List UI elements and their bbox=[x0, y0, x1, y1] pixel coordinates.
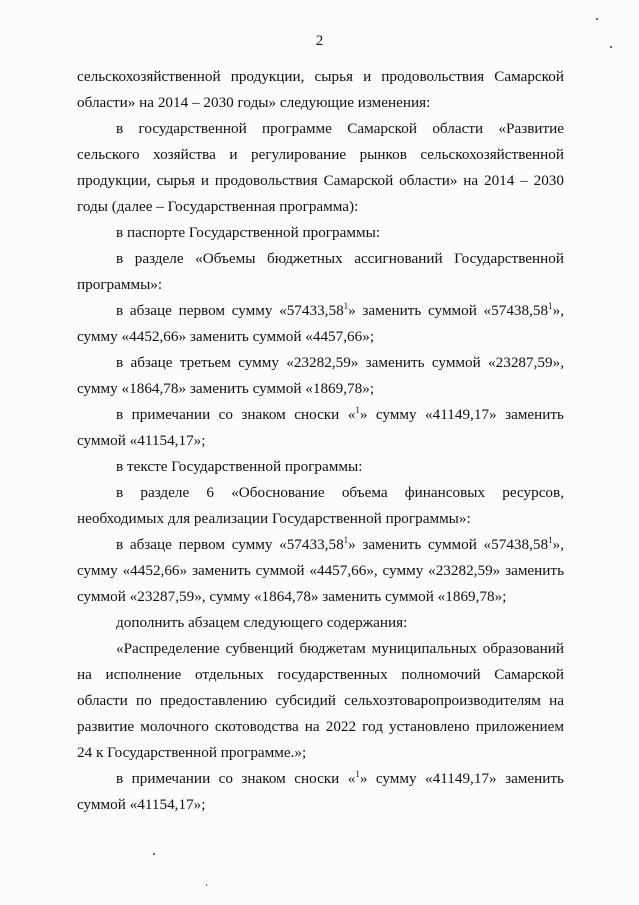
paragraph: сельскохозяйственной продукции, сырья и продовольствия Самарской области» на 2014 – 2030 годы» следующие изменения: bbox=[77, 68, 564, 111]
paragraph: в абзаце первом сумму «57433,58$^1$» заменить суммой «57438,58$^1$», сумму «4452,66» заменить суммой «4457,66»; bbox=[77, 301, 564, 345]
paragraph: дополнить абзацем следующего содержания: bbox=[116, 614, 408, 631]
paragraph: «Распределение субвенций бюджетам муниципальных образований на исполнение отдельных государственных полномочий Самарской области по предоставлению субсидий сельхозтоваропроизводителям на развитие молочного скотоводства на 2022 год установлено приложением 24 к Государственной программе.»; bbox=[77, 640, 564, 761]
scan-speck bbox=[153, 853, 155, 855]
paragraph: в разделе «Объемы бюджетных ассигнований Государственной программы»: bbox=[77, 250, 564, 293]
paragraph: в разделе 6 «Обоснование объема финансовых ресурсов, необходимых для реализации Государственной программы»: bbox=[77, 484, 564, 527]
scan-speck bbox=[596, 18, 598, 20]
paragraph: в примечании со знаком сноски «$^1$» сумму «41149,17» заменить суммой «41154,17»; bbox=[77, 405, 564, 449]
page-number: 2 bbox=[315, 33, 324, 49]
document-body bbox=[77, 64, 564, 818]
paragraph: в примечании со знаком сноски «$^1$» сумму «41149,17» заменить суммой «41154,17»; bbox=[77, 769, 564, 813]
paragraph: в абзаце первом сумму «57433,58$^1$» заменить суммой «57438,58$^1$», сумму «4452,66» заменить суммой «4457,66», сумму «23282,59» заменить суммой «23287,59», сумму «1864,78» заменить суммой «1869,78»; bbox=[77, 535, 564, 605]
paragraph: в абзаце третьем сумму «23282,59» заменить суммой «23287,59», сумму «1864,78» заменить суммой «1869,78»; bbox=[77, 354, 564, 397]
paragraph: в тексте Государственной программы: bbox=[116, 458, 363, 475]
paragraph: в государственной программе Самарской области «Развитие сельского хозяйства и регулирование рынков сельскохозяйственной продукции, сырья и продовольствия Самарской области» на 2014 – 2030 годы (далее – Государственная программа): bbox=[77, 120, 564, 215]
paragraph: в паспорте Государственной программы: bbox=[116, 224, 381, 241]
scan-speck bbox=[206, 884, 207, 886]
scan-speck bbox=[610, 46, 612, 48]
